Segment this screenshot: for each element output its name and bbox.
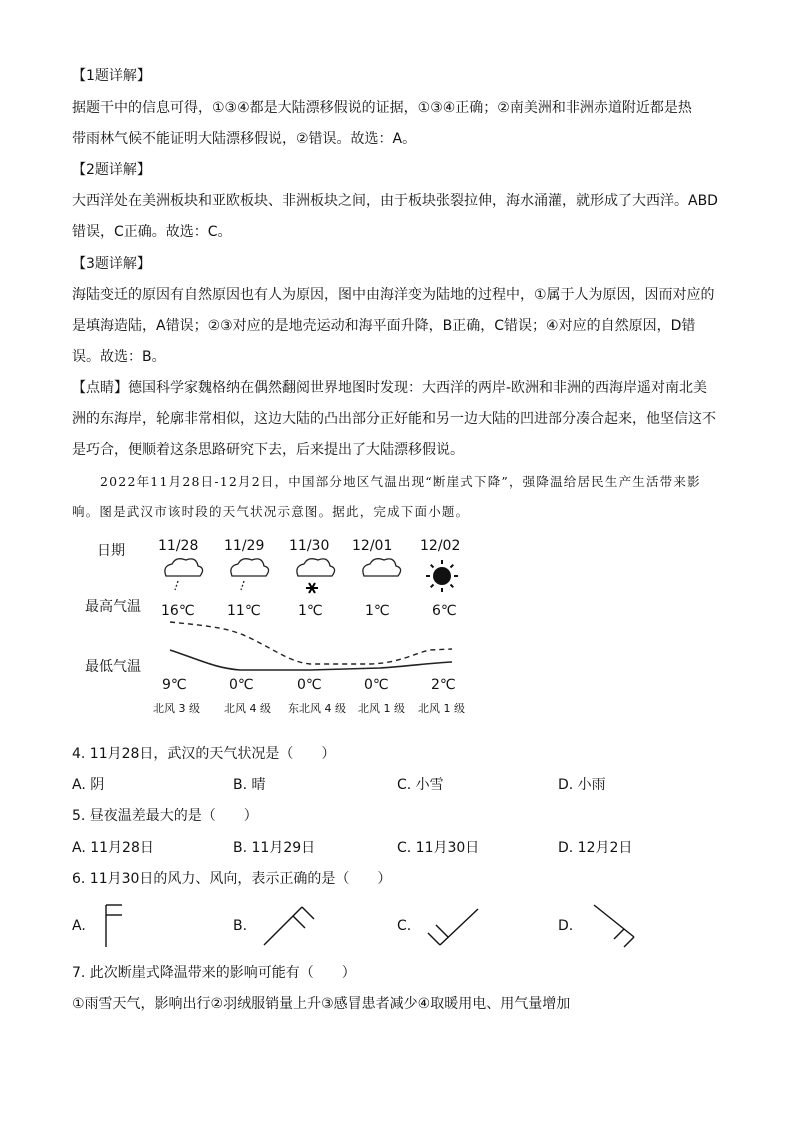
day-max-temp: 16℃: [161, 603, 195, 619]
option-b[interactable]: B. 11月29日: [233, 840, 316, 856]
day-wind: 北风 3 级: [153, 702, 200, 715]
max-temp-curve: [170, 622, 452, 664]
question-stem: 4. 11月28日，武汉的天气状况是（ ）: [72, 746, 336, 762]
explanation-2-heading: 【2题详解】: [72, 162, 151, 178]
question-stem: 7. 此次断崖式降温带来的影响可能有（ ）: [72, 965, 356, 981]
question-stem: 6. 11月30日的风力、风向，表示正确的是（ ）: [72, 871, 392, 887]
cloudy-rain-icon: [165, 559, 203, 590]
min-temp-curve: [170, 650, 452, 670]
weather-icons: [80, 530, 480, 725]
explanation-2-line: 大西洋处在美洲板块和亚欧板块、非洲板块之间，由于板块张裂拉伸，海水涌灌，就形成了大西洋。ABD: [72, 193, 718, 209]
dianjing-line: 【点睛】德国科学家魏格纳在偶然翻阅世界地图时发现：大西洋的两岸-欧洲和非洲的西海岸遥对南北美: [72, 380, 708, 396]
day-max-temp: 6℃: [432, 603, 457, 619]
day-date: 11/28: [158, 538, 199, 554]
explanation-3-line: 误。故选：B。: [72, 349, 166, 365]
intro-line: 2022年11月28日-12月2日，中国部分地区气温出现“断崖式下降”，强降温给居民生产生活带来影: [100, 474, 701, 489]
wind-symbol-d: [594, 905, 634, 947]
row-label-max: 最高气温: [85, 599, 141, 615]
dianjing-line: 洲的东海岸，轮廓非常相似，这边大陆的凸出部分正好能和另一边大陆的凹进部分凑合起来，他坚信这不: [72, 411, 716, 427]
day-min-temp: 0℃: [297, 677, 322, 693]
explanation-1-heading: 【1题详解】: [72, 68, 151, 84]
day-wind: 北风 1 级: [418, 702, 465, 715]
day-min-temp: 2℃: [431, 677, 456, 693]
day-max-temp: 1℃: [298, 603, 323, 619]
row-label-date: 日期: [97, 543, 125, 559]
day-date: 12/02: [420, 538, 461, 554]
q7-items: ①雨雪天气，影响出行②羽绒服销量上升③感冒患者减少④取暖用电、用气量增加: [72, 996, 571, 1012]
explanation-1-line: 带雨林气候不能证明大陆漂移假说，②错误。故选：A。: [72, 131, 417, 147]
option-c[interactable]: C. 11月30日: [397, 840, 480, 856]
wind-symbol-a: [106, 905, 122, 947]
wind-symbol-c: [428, 909, 478, 945]
cloudy-rain-icon: [231, 559, 269, 590]
explanation-3-heading: 【3题详解】: [72, 256, 151, 272]
day-date: 12/01: [352, 538, 393, 554]
option-d[interactable]: D.: [558, 918, 574, 934]
explanation-2-line: 错误，C正确。故选：C。: [72, 224, 232, 240]
day-min-temp: 0℃: [229, 677, 254, 693]
explanation-3-line: 海陆变迁的原因有自然原因也有人为原因，图中由海洋变为陆地的过程中，①属于人为原因，因而对应的: [72, 287, 715, 303]
day-wind: 北风 4 级: [224, 702, 271, 715]
day-wind: 东北风 4 级: [288, 702, 346, 715]
day-max-temp: 11℃: [227, 603, 261, 619]
wind-symbol-b: [264, 907, 314, 945]
option-b[interactable]: B.: [233, 918, 248, 934]
snow-icon: [297, 559, 335, 593]
row-label-min: 最低气温: [85, 659, 141, 675]
option-b[interactable]: B. 晴: [233, 777, 266, 793]
option-a[interactable]: A.: [72, 918, 86, 934]
day-min-temp: 9℃: [162, 677, 187, 693]
wind-symbol-options: [0, 895, 794, 955]
day-date: 11/29: [224, 538, 265, 554]
option-a[interactable]: A. 11月28日: [72, 840, 154, 856]
cloud-icon: [363, 559, 401, 576]
option-c[interactable]: C. 小雪: [397, 777, 444, 793]
explanation-3-line: 是填海造陆，A错误；②③对应的是地壳运动和海平面升降，B正确，C错误；④对应的自然原因，D错: [72, 318, 696, 334]
sun-icon: [426, 560, 458, 592]
weather-figure: [80, 530, 480, 725]
explanation-1-line: 据题干中的信息可得，①③④都是大陆漂移假说的证据，①③④正确；②南美洲和非洲赤道附近都是热: [72, 100, 692, 116]
option-a[interactable]: A. 阴: [72, 777, 105, 793]
dianjing-line: 是巧合，便顺着这条思路研究下去，后来提出了大陆漂移假说。: [72, 442, 464, 458]
option-d[interactable]: D. 12月2日: [558, 840, 633, 856]
day-wind: 北风 1 级: [358, 702, 405, 715]
day-min-temp: 0℃: [364, 677, 389, 693]
option-c[interactable]: C.: [397, 918, 412, 934]
day-date: 11/30: [289, 538, 330, 554]
option-d[interactable]: D. 小雨: [558, 777, 606, 793]
day-max-temp: 1℃: [365, 603, 390, 619]
question-stem: 5. 昼夜温差最大的是（ ）: [72, 808, 258, 824]
intro-line: 响。图是武汉市该时段的天气状况示意图。据此，完成下面小题。: [72, 504, 470, 519]
